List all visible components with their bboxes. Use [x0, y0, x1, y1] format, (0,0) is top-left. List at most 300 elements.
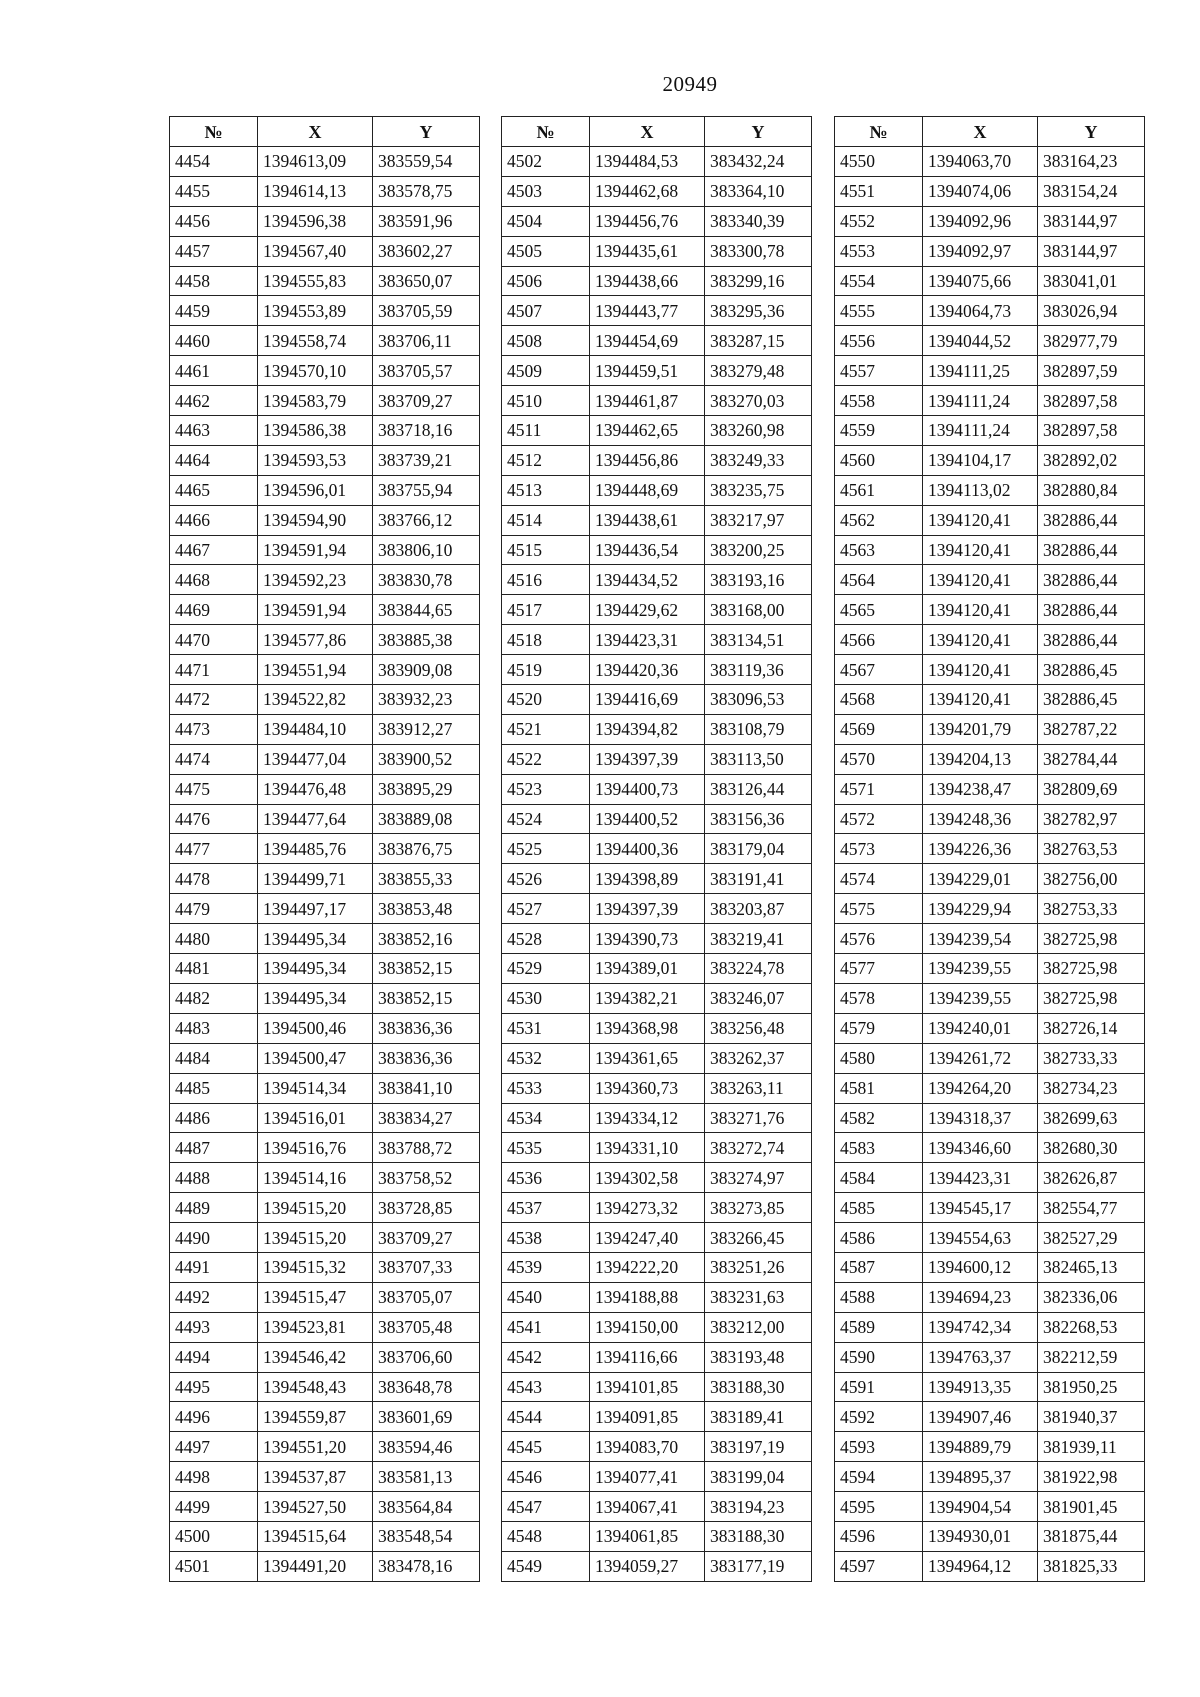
- y-coordinate-cell: 383900,52: [373, 744, 480, 774]
- point-number-cell: 4506: [502, 266, 590, 296]
- table-row: [502, 864, 812, 894]
- table-row: [502, 266, 812, 296]
- y-coordinate-cell: 383728,85: [373, 1193, 480, 1223]
- x-coordinate-cell: 1394434,52: [590, 565, 705, 595]
- y-coordinate-cell: 383179,04: [705, 834, 812, 864]
- table-row: [170, 714, 480, 744]
- y-coordinate-cell: 383844,65: [373, 595, 480, 625]
- point-number-cell: 4490: [170, 1223, 258, 1253]
- y-coordinate-cell: 383134,51: [705, 625, 812, 655]
- x-coordinate-cell: 1394495,34: [258, 983, 373, 1013]
- point-number-cell: 4560: [835, 445, 923, 475]
- y-coordinate-cell: 383578,75: [373, 176, 480, 206]
- point-number-cell: 4549: [502, 1551, 590, 1581]
- x-coordinate-cell: 1394120,41: [923, 505, 1038, 535]
- x-coordinate-cell: 1394889,79: [923, 1432, 1038, 1462]
- table-row: [170, 1133, 480, 1163]
- y-coordinate-cell: 383200,25: [705, 535, 812, 565]
- x-coordinate-cell: 1394462,68: [590, 176, 705, 206]
- y-coordinate-cell: 383564,84: [373, 1492, 480, 1522]
- x-coordinate-cell: 1394554,63: [923, 1223, 1038, 1253]
- table-row: [170, 1282, 480, 1312]
- point-number-cell: 4486: [170, 1103, 258, 1133]
- x-coordinate-cell: 1394514,34: [258, 1073, 373, 1103]
- table-row: [170, 744, 480, 774]
- x-coordinate-cell: 1394111,25: [923, 356, 1038, 386]
- x-coordinate-cell: 1394694,23: [923, 1282, 1038, 1312]
- table-row: [170, 326, 480, 356]
- x-coordinate-cell: 1394318,37: [923, 1103, 1038, 1133]
- point-number-cell: 4555: [835, 296, 923, 326]
- table-row: [835, 1043, 1145, 1073]
- y-coordinate-cell: 383559,54: [373, 147, 480, 177]
- y-coordinate-cell: 383841,10: [373, 1073, 480, 1103]
- x-coordinate-cell: 1394537,87: [258, 1462, 373, 1492]
- point-number-cell: 4577: [835, 954, 923, 984]
- point-number-cell: 4463: [170, 416, 258, 446]
- y-coordinate-cell: 383270,03: [705, 386, 812, 416]
- x-coordinate-cell: 1394238,47: [923, 774, 1038, 804]
- point-number-cell: 4552: [835, 206, 923, 236]
- table-row: [502, 1432, 812, 1462]
- x-coordinate-cell: 1394229,01: [923, 864, 1038, 894]
- x-coordinate-cell: 1394077,41: [590, 1462, 705, 1492]
- point-number-cell: 4562: [835, 505, 923, 535]
- x-coordinate-cell: 1394120,41: [923, 625, 1038, 655]
- point-number-cell: 4520: [502, 685, 590, 715]
- x-coordinate-cell: 1394104,17: [923, 445, 1038, 475]
- y-coordinate-cell: 383188,30: [705, 1372, 812, 1402]
- point-number-cell: 4503: [502, 176, 590, 206]
- x-coordinate-cell: 1394613,09: [258, 147, 373, 177]
- x-coordinate-cell: 1394567,40: [258, 236, 373, 266]
- point-number-cell: 4556: [835, 326, 923, 356]
- point-number-cell: 4580: [835, 1043, 923, 1073]
- point-number-cell: 4557: [835, 356, 923, 386]
- table-row: [502, 894, 812, 924]
- y-coordinate-cell: 383602,27: [373, 236, 480, 266]
- x-coordinate-cell: 1394083,70: [590, 1432, 705, 1462]
- table-row: [170, 1073, 480, 1103]
- point-number-cell: 4514: [502, 505, 590, 535]
- x-coordinate-cell: 1394596,38: [258, 206, 373, 236]
- point-number-cell: 4479: [170, 894, 258, 924]
- table-row: [502, 924, 812, 954]
- x-coordinate-cell: 1394261,72: [923, 1043, 1038, 1073]
- x-coordinate-cell: 1394558,74: [258, 326, 373, 356]
- point-number-cell: 4476: [170, 804, 258, 834]
- y-coordinate-cell: 383217,97: [705, 505, 812, 535]
- table-row: [502, 744, 812, 774]
- table-row: [502, 954, 812, 984]
- y-coordinate-cell: 382336,06: [1038, 1282, 1145, 1312]
- table-row: [502, 1193, 812, 1223]
- point-number-cell: 4511: [502, 416, 590, 446]
- point-number-cell: 4470: [170, 625, 258, 655]
- y-coordinate-cell: 382886,44: [1038, 625, 1145, 655]
- y-coordinate-cell: 383041,01: [1038, 266, 1145, 296]
- table-row: [835, 1372, 1145, 1402]
- table-row: [170, 655, 480, 685]
- point-number-cell: 4474: [170, 744, 258, 774]
- y-coordinate-cell: 383199,04: [705, 1462, 812, 1492]
- table-row: [170, 236, 480, 266]
- x-coordinate-cell: 1394113,02: [923, 475, 1038, 505]
- y-coordinate-cell: 383299,16: [705, 266, 812, 296]
- x-coordinate-cell: 1394120,41: [923, 535, 1038, 565]
- y-coordinate-cell: 383164,23: [1038, 147, 1145, 177]
- table-row: [170, 804, 480, 834]
- x-coordinate-cell: 1394390,73: [590, 924, 705, 954]
- table-row: [502, 176, 812, 206]
- point-number-cell: 4483: [170, 1013, 258, 1043]
- x-coordinate-cell: 1394111,24: [923, 386, 1038, 416]
- y-coordinate-cell: 383194,23: [705, 1492, 812, 1522]
- table-row: [502, 1013, 812, 1043]
- table-row: [170, 834, 480, 864]
- y-coordinate-cell: 383256,48: [705, 1013, 812, 1043]
- x-coordinate-cell: 1394120,41: [923, 685, 1038, 715]
- y-coordinate-cell: 383197,19: [705, 1432, 812, 1462]
- point-number-cell: 4574: [835, 864, 923, 894]
- x-coordinate-cell: 1394763,37: [923, 1342, 1038, 1372]
- x-coordinate-cell: 1394435,61: [590, 236, 705, 266]
- y-coordinate-cell: 383177,19: [705, 1551, 812, 1581]
- point-number-cell: 4586: [835, 1223, 923, 1253]
- table-row: [502, 1163, 812, 1193]
- y-coordinate-cell: 382787,22: [1038, 714, 1145, 744]
- x-coordinate-cell: 1394400,36: [590, 834, 705, 864]
- x-coordinate-cell: 1394239,54: [923, 924, 1038, 954]
- y-coordinate-cell: 382897,58: [1038, 416, 1145, 446]
- table-row: [835, 1312, 1145, 1342]
- point-number-cell: 4498: [170, 1462, 258, 1492]
- table-row: [502, 147, 812, 177]
- x-coordinate-cell: 1394500,47: [258, 1043, 373, 1073]
- table-row: [502, 804, 812, 834]
- x-coordinate-cell: 1394389,01: [590, 954, 705, 984]
- point-number-cell: 4554: [835, 266, 923, 296]
- y-coordinate-cell: 383364,10: [705, 176, 812, 206]
- point-number-cell: 4518: [502, 625, 590, 655]
- y-coordinate-cell: 382784,44: [1038, 744, 1145, 774]
- y-coordinate-cell: 382763,53: [1038, 834, 1145, 864]
- y-coordinate-cell: 382886,44: [1038, 565, 1145, 595]
- point-number-cell: 4533: [502, 1073, 590, 1103]
- y-coordinate-cell: 382886,44: [1038, 535, 1145, 565]
- table-row: [170, 983, 480, 1013]
- x-coordinate-cell: 1394895,37: [923, 1462, 1038, 1492]
- y-coordinate-cell: 381901,45: [1038, 1492, 1145, 1522]
- point-number-cell: 4582: [835, 1103, 923, 1133]
- table-row: [835, 475, 1145, 505]
- y-coordinate-cell: 383766,12: [373, 505, 480, 535]
- table-row: [835, 1432, 1145, 1462]
- point-number-cell: 4566: [835, 625, 923, 655]
- y-coordinate-cell: 383026,94: [1038, 296, 1145, 326]
- table-row: [170, 565, 480, 595]
- x-coordinate-cell: 1394247,40: [590, 1223, 705, 1253]
- point-number-cell: 4467: [170, 535, 258, 565]
- point-number-cell: 4570: [835, 744, 923, 774]
- x-coordinate-cell: 1394201,79: [923, 714, 1038, 744]
- y-coordinate-cell: 382886,45: [1038, 685, 1145, 715]
- table-row: [835, 714, 1145, 744]
- y-coordinate-cell: 383193,16: [705, 565, 812, 595]
- page-number: 20949: [662, 72, 718, 96]
- point-number-cell: 4481: [170, 954, 258, 984]
- x-coordinate-cell: 1394420,36: [590, 655, 705, 685]
- y-coordinate-cell: 383836,36: [373, 1013, 480, 1043]
- x-coordinate-cell: 1394423,31: [923, 1163, 1038, 1193]
- y-coordinate-cell: 383432,24: [705, 147, 812, 177]
- table-row: [835, 535, 1145, 565]
- table-header-row: [502, 117, 812, 147]
- table-row: [170, 445, 480, 475]
- x-coordinate-cell: 1394120,41: [923, 565, 1038, 595]
- point-number-cell: 4542: [502, 1342, 590, 1372]
- x-coordinate-cell: 1394913,35: [923, 1372, 1038, 1402]
- table-row: [170, 774, 480, 804]
- point-number-cell: 4482: [170, 983, 258, 1013]
- point-number-cell: 4540: [502, 1282, 590, 1312]
- point-number-cell: 4583: [835, 1133, 923, 1163]
- table-row: [502, 1372, 812, 1402]
- x-coordinate-cell: 1394570,10: [258, 356, 373, 386]
- x-coordinate-cell: 1394964,12: [923, 1551, 1038, 1581]
- table-header-row: [835, 117, 1145, 147]
- table-row: [502, 386, 812, 416]
- header-y: Y: [705, 117, 812, 147]
- table-row: [170, 1462, 480, 1492]
- table-row: [502, 595, 812, 625]
- y-coordinate-cell: 383706,11: [373, 326, 480, 356]
- x-coordinate-cell: 1394075,66: [923, 266, 1038, 296]
- point-number-cell: 4559: [835, 416, 923, 446]
- x-coordinate-cell: 1394438,66: [590, 266, 705, 296]
- point-number-cell: 4471: [170, 655, 258, 685]
- x-coordinate-cell: 1394551,94: [258, 655, 373, 685]
- table-row: [835, 1282, 1145, 1312]
- table-row: [835, 983, 1145, 1013]
- y-coordinate-cell: 383705,07: [373, 1282, 480, 1312]
- table-row: [170, 1163, 480, 1193]
- y-coordinate-cell: 383156,36: [705, 804, 812, 834]
- x-coordinate-cell: 1394515,32: [258, 1252, 373, 1282]
- x-coordinate-cell: 1394063,70: [923, 147, 1038, 177]
- y-coordinate-cell: 383889,08: [373, 804, 480, 834]
- y-coordinate-cell: 383251,26: [705, 1252, 812, 1282]
- x-coordinate-cell: 1394522,82: [258, 685, 373, 715]
- table-row: [502, 1282, 812, 1312]
- x-coordinate-cell: 1394930,01: [923, 1521, 1038, 1551]
- x-coordinate-cell: 1394594,90: [258, 505, 373, 535]
- point-number-cell: 4522: [502, 744, 590, 774]
- table-row: [170, 505, 480, 535]
- x-coordinate-cell: 1394064,73: [923, 296, 1038, 326]
- table-row: [502, 1252, 812, 1282]
- y-coordinate-cell: 383758,52: [373, 1163, 480, 1193]
- x-coordinate-cell: 1394331,10: [590, 1133, 705, 1163]
- point-number-cell: 4502: [502, 147, 590, 177]
- x-coordinate-cell: 1394514,16: [258, 1163, 373, 1193]
- table-row: [835, 804, 1145, 834]
- y-coordinate-cell: 383581,13: [373, 1462, 480, 1492]
- table-row: [835, 1133, 1145, 1163]
- point-number-cell: 4493: [170, 1312, 258, 1342]
- x-coordinate-cell: 1394116,66: [590, 1342, 705, 1372]
- header-x: X: [590, 117, 705, 147]
- x-coordinate-cell: 1394438,61: [590, 505, 705, 535]
- x-coordinate-cell: 1394229,94: [923, 894, 1038, 924]
- point-number-cell: 4494: [170, 1342, 258, 1372]
- y-coordinate-cell: 383706,60: [373, 1342, 480, 1372]
- table-row: [835, 296, 1145, 326]
- table-row: [502, 1043, 812, 1073]
- point-number-cell: 4510: [502, 386, 590, 416]
- point-number-cell: 4539: [502, 1252, 590, 1282]
- point-number-cell: 4553: [835, 236, 923, 266]
- point-number-cell: 4512: [502, 445, 590, 475]
- y-coordinate-cell: 383806,10: [373, 535, 480, 565]
- table-row: [170, 685, 480, 715]
- table-row: [170, 147, 480, 177]
- table-row: [835, 1252, 1145, 1282]
- x-coordinate-cell: 1394527,50: [258, 1492, 373, 1522]
- point-number-cell: 4592: [835, 1402, 923, 1432]
- x-coordinate-cell: 1394515,47: [258, 1282, 373, 1312]
- y-coordinate-cell: 382726,14: [1038, 1013, 1145, 1043]
- table-row: [835, 864, 1145, 894]
- point-number-cell: 4591: [835, 1372, 923, 1402]
- y-coordinate-cell: 382212,59: [1038, 1342, 1145, 1372]
- table-row: [835, 505, 1145, 535]
- x-coordinate-cell: 1394273,32: [590, 1193, 705, 1223]
- table-row: [170, 1193, 480, 1223]
- x-coordinate-cell: 1394495,34: [258, 954, 373, 984]
- x-coordinate-cell: 1394484,53: [590, 147, 705, 177]
- x-coordinate-cell: 1394477,04: [258, 744, 373, 774]
- point-number-cell: 4480: [170, 924, 258, 954]
- x-coordinate-cell: 1394204,13: [923, 744, 1038, 774]
- y-coordinate-cell: 383648,78: [373, 1372, 480, 1402]
- x-coordinate-cell: 1394484,10: [258, 714, 373, 744]
- x-coordinate-cell: 1394592,23: [258, 565, 373, 595]
- point-number-cell: 4579: [835, 1013, 923, 1043]
- point-number-cell: 4588: [835, 1282, 923, 1312]
- table-row: [835, 1073, 1145, 1103]
- point-number-cell: 4593: [835, 1432, 923, 1462]
- x-coordinate-cell: 1394334,12: [590, 1103, 705, 1133]
- point-number-cell: 4568: [835, 685, 923, 715]
- x-coordinate-cell: 1394382,21: [590, 983, 705, 1013]
- y-coordinate-cell: 383126,44: [705, 774, 812, 804]
- table-row: [835, 1342, 1145, 1372]
- y-coordinate-cell: 383108,79: [705, 714, 812, 744]
- table-row: [835, 1193, 1145, 1223]
- point-number-cell: 4505: [502, 236, 590, 266]
- point-number-cell: 4563: [835, 535, 923, 565]
- header-y: Y: [373, 117, 480, 147]
- y-coordinate-cell: 382725,98: [1038, 983, 1145, 1013]
- x-coordinate-cell: 1394044,52: [923, 326, 1038, 356]
- point-number-cell: 4535: [502, 1133, 590, 1163]
- x-coordinate-cell: 1394398,89: [590, 864, 705, 894]
- x-coordinate-cell: 1394515,20: [258, 1193, 373, 1223]
- table-row: [502, 1223, 812, 1253]
- table-row: [835, 625, 1145, 655]
- table-row: [502, 236, 812, 266]
- x-coordinate-cell: 1394188,88: [590, 1282, 705, 1312]
- x-coordinate-cell: 1394491,20: [258, 1551, 373, 1581]
- y-coordinate-cell: 383709,27: [373, 1223, 480, 1253]
- coordinates-table-3: [834, 116, 1145, 1582]
- table-row: [835, 894, 1145, 924]
- point-number-cell: 4457: [170, 236, 258, 266]
- point-number-cell: 4459: [170, 296, 258, 326]
- point-number-cell: 4530: [502, 983, 590, 1013]
- table-row: [835, 236, 1145, 266]
- table-row: [170, 1342, 480, 1372]
- y-coordinate-cell: 383144,97: [1038, 206, 1145, 236]
- point-number-cell: 4484: [170, 1043, 258, 1073]
- table-row: [835, 176, 1145, 206]
- table-row: [835, 1402, 1145, 1432]
- point-number-cell: 4499: [170, 1492, 258, 1522]
- table-row: [502, 206, 812, 236]
- point-number-cell: 4464: [170, 445, 258, 475]
- y-coordinate-cell: 383705,57: [373, 356, 480, 386]
- y-coordinate-cell: 383912,27: [373, 714, 480, 744]
- table-row: [170, 894, 480, 924]
- x-coordinate-cell: 1394476,48: [258, 774, 373, 804]
- point-number-cell: 4491: [170, 1252, 258, 1282]
- x-coordinate-cell: 1394497,17: [258, 894, 373, 924]
- y-coordinate-cell: 383739,21: [373, 445, 480, 475]
- y-coordinate-cell: 382734,23: [1038, 1073, 1145, 1103]
- point-number-cell: 4496: [170, 1402, 258, 1432]
- y-coordinate-cell: 382880,84: [1038, 475, 1145, 505]
- table-row: [170, 1103, 480, 1133]
- point-number-cell: 4469: [170, 595, 258, 625]
- y-coordinate-cell: 383189,41: [705, 1402, 812, 1432]
- y-coordinate-cell: 383168,00: [705, 595, 812, 625]
- y-coordinate-cell: 381950,25: [1038, 1372, 1145, 1402]
- x-coordinate-cell: 1394548,43: [258, 1372, 373, 1402]
- y-coordinate-cell: 383113,50: [705, 744, 812, 774]
- table-row: [835, 1551, 1145, 1581]
- point-number-cell: 4465: [170, 475, 258, 505]
- header-number: №: [170, 117, 258, 147]
- x-coordinate-cell: 1394074,06: [923, 176, 1038, 206]
- point-number-cell: 4529: [502, 954, 590, 984]
- y-coordinate-cell: 383909,08: [373, 655, 480, 685]
- y-coordinate-cell: 382680,30: [1038, 1133, 1145, 1163]
- y-coordinate-cell: 383855,33: [373, 864, 480, 894]
- y-coordinate-cell: 383279,48: [705, 356, 812, 386]
- table-row: [170, 475, 480, 505]
- y-coordinate-cell: 383834,27: [373, 1103, 480, 1133]
- table-row: [170, 386, 480, 416]
- x-coordinate-cell: 1394515,20: [258, 1223, 373, 1253]
- table-row: [835, 954, 1145, 984]
- table-row: [170, 296, 480, 326]
- table-row: [835, 1223, 1145, 1253]
- table-row: [502, 565, 812, 595]
- point-number-cell: 4581: [835, 1073, 923, 1103]
- table-row: [835, 685, 1145, 715]
- x-coordinate-cell: 1394061,85: [590, 1521, 705, 1551]
